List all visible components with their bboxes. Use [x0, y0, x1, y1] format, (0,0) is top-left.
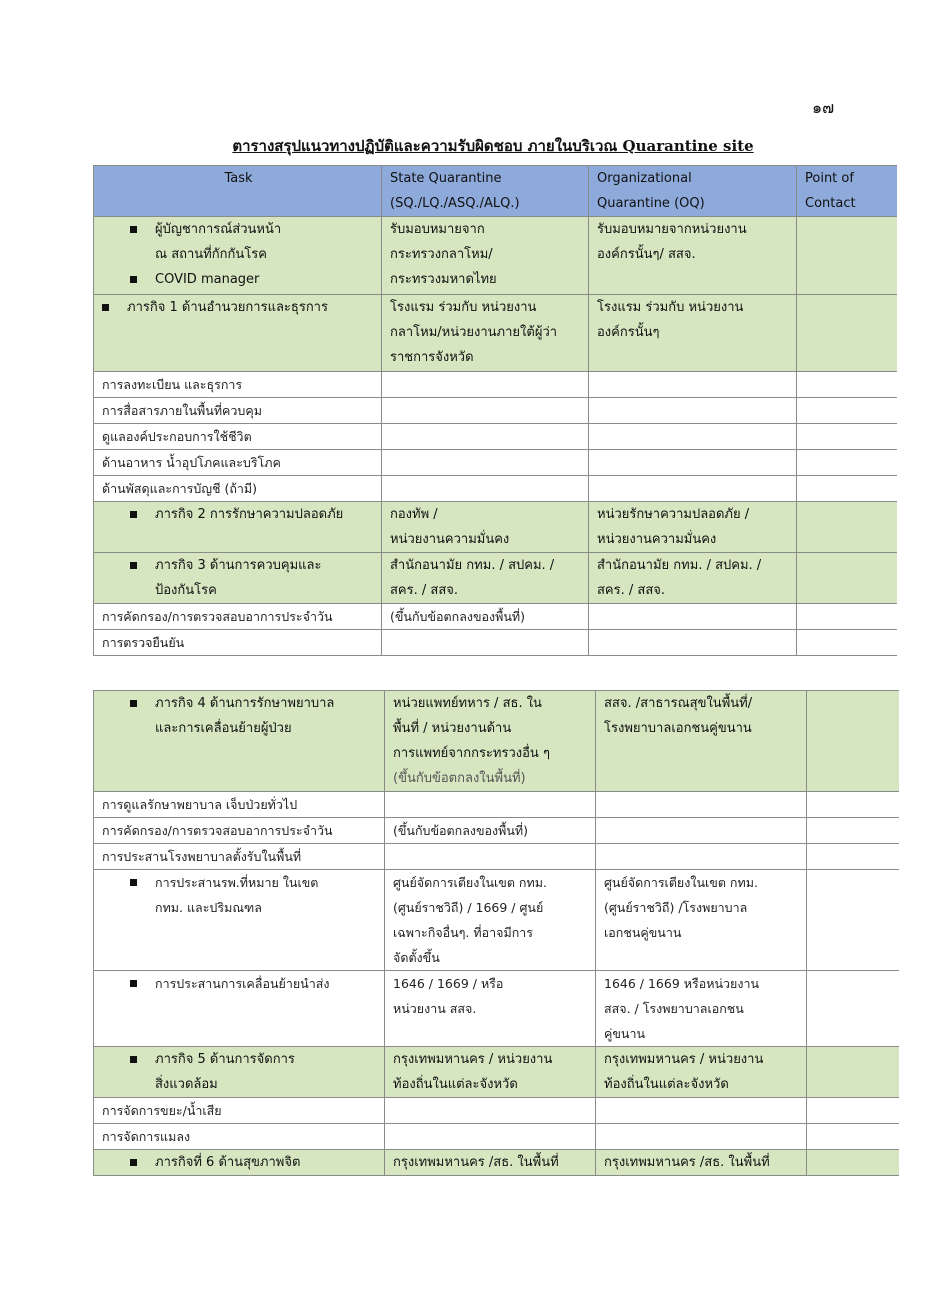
table-row	[94, 844, 899, 870]
sq-cell: ศูนย์จัดการเตียงในเขต กทม. (ศูนย์ราชวิถี) / 1669 / ศูนย์ เฉพาะกิจอื่นๆ. ที่อาจมีการ จัดตั้งขึ้น	[385, 870, 596, 971]
task-cell: ภารกิจ 1 ด้านอำนวยการและธุรการ	[94, 295, 382, 372]
subtask-cell: การคัดกรอง/การตรวจสอบอาการประจำวัน	[94, 604, 382, 630]
oq-cell: ศูนย์จัดการเตียงในเขต กทม. (ศูนย์ราชวิถี) /โรงพยาบาล เอกชนคู่ขนาน	[596, 870, 807, 971]
task-cell: ภารกิจ 5 ด้านการจัดการ สิ่งแวดล้อม	[94, 1047, 385, 1098]
table-row	[94, 1124, 899, 1150]
table-row	[94, 217, 897, 295]
subtask-cell: การตรวจยืนยัน	[94, 630, 382, 656]
sq-cell: กรุงเทพมหานคร / หน่วยงาน ท้องถิ่นในแต่ละจังหวัด	[385, 1047, 596, 1098]
bullet-icon	[130, 700, 137, 707]
task-cell: การประสานการเคลื่อนย้ายนำส่ง	[94, 971, 385, 1047]
poc-cell	[797, 502, 897, 553]
table-row	[94, 971, 899, 1047]
responsibility-table-part-1	[93, 165, 897, 656]
task-cell: ภารกิจ 3 ด้านการควบคุมและ ป้องกันโรค	[94, 553, 382, 604]
sq-cell: กองทัพ / หน่วยงานความมั่นคง	[382, 502, 589, 553]
poc-cell	[807, 1047, 899, 1098]
bullet-icon	[130, 562, 137, 569]
bullet-icon	[130, 1159, 137, 1166]
header-state-quarantine: State Quarantine (SQ./LQ./ASQ./ALQ.)	[382, 166, 589, 217]
table-row	[94, 870, 899, 971]
poc-cell	[807, 1150, 899, 1176]
table-row	[94, 450, 897, 476]
bullet-icon	[130, 980, 137, 987]
table-row	[94, 1150, 899, 1176]
table-row	[94, 604, 897, 630]
oq-cell: โรงแรม ร่วมกับ หน่วยงาน องค์กรนั้นๆ	[589, 295, 797, 372]
task-cell: การประสานรพ.ที่หมาย ในเขต กทม. และปริมณฑล	[94, 870, 385, 971]
subtask-cell: การลงทะเบียน และธุรการ	[94, 372, 382, 398]
oq-cell: สำนักอนามัย กทม. / สปคม. / สคร. / สสจ.	[589, 553, 797, 604]
bullet-icon	[130, 226, 137, 233]
sq-cell: กรุงเทพมหานคร /สธ. ในพื้นที่	[385, 1150, 596, 1176]
responsibility-table-part-2	[93, 690, 899, 1176]
table-row	[94, 1098, 899, 1124]
poc-cell	[807, 971, 899, 1047]
task-cell: ผู้บัญชาการณ์ส่วนหน้า ณ สถานที่กักกันโรค COVID manager	[94, 217, 382, 295]
sq-cell: (ขึ้นกับข้อตกลงของพื้นที่)	[385, 818, 596, 844]
task-cell: ภารกิจที่ 6 ด้านสุขภาพจิต	[94, 1150, 385, 1176]
subtask-cell: การคัดกรอง/การตรวจสอบอาการประจำวัน	[94, 818, 385, 844]
bullet-icon	[130, 879, 137, 886]
table-row	[94, 818, 899, 844]
sq-cell: โรงแรม ร่วมกับ หน่วยงาน กลาโหม/หน่วยงานภายใต้ผู้ว่า ราชการจังหวัด	[382, 295, 589, 372]
sq-cell: 1646 / 1669 / หรือ หน่วยงาน สสจ.	[385, 971, 596, 1047]
header-task: Task	[94, 166, 382, 217]
table-row	[94, 553, 897, 604]
table-row	[94, 691, 899, 792]
table-row	[94, 295, 897, 372]
bullet-icon	[130, 511, 137, 518]
sq-cell	[385, 844, 596, 870]
sq-cell	[382, 630, 589, 656]
subtask-cell: การสื่อสารภายในพื้นที่ควบคุม	[94, 398, 382, 424]
header-organizational-quarantine: Organizational Quarantine (OQ)	[589, 166, 797, 217]
table-row	[94, 476, 897, 502]
task-cell: ภารกิจ 2 การรักษาความปลอดภัย	[94, 502, 382, 553]
sq-cell: (ขึ้นกับข้อตกลงของพื้นที่)	[382, 604, 589, 630]
header-row	[94, 166, 897, 217]
subtask-cell: ด้านพัสดุและการบัญชี (ถ้ามี)	[94, 476, 382, 502]
table-row	[94, 424, 897, 450]
oq-cell: กรุงเทพมหานคร / หน่วยงาน ท้องถิ่นในแต่ละจังหวัด	[596, 1047, 807, 1098]
poc-cell	[807, 691, 899, 792]
header-point-of-contact: Point of Contact	[797, 166, 897, 217]
poc-cell	[807, 870, 899, 971]
bullet-icon	[130, 1056, 137, 1063]
page-number: ๑๗	[812, 98, 835, 117]
table-row	[94, 1047, 899, 1098]
table-row	[94, 502, 897, 553]
poc-cell	[797, 295, 897, 372]
oq-cell: 1646 / 1669 หรือหน่วยงาน สสจ. / โรงพยาบาลเอกชน คู่ขนาน	[596, 971, 807, 1047]
document-title: ตารางสรุปแนวทางปฏิบัติและความรับผิดชอบ ภายในบริเวณ Quarantine site	[232, 137, 754, 155]
oq-cell: กรุงเทพมหานคร /สธ. ในพื้นที่	[596, 1150, 807, 1176]
task-cell: ภารกิจ 4 ด้านการรักษาพยาบาล และการเคลื่อนย้ายผู้ป่วย	[94, 691, 385, 792]
bullet-icon	[130, 276, 137, 283]
oq-cell: สสจ. /สาธารณสุขในพื้นที่/ โรงพยาบาลเอกชนคู่ขนาน	[596, 691, 807, 792]
subtask-cell: การจัดการแมลง	[94, 1124, 385, 1150]
table-row	[94, 372, 897, 398]
table-row	[94, 630, 897, 656]
subtask-cell: การจัดการขยะ/น้ำเสีย	[94, 1098, 385, 1124]
subtask-cell: ดูแลองค์ประกอบการใช้ชีวิต	[94, 424, 382, 450]
oq-cell: รับมอบหมายจากหน่วยงาน องค์กรนั้นๆ/ สสจ.	[589, 217, 797, 295]
subtask-cell: การดูแลรักษาพยาบาล เจ็บป่วยทั่วไป	[94, 792, 385, 818]
bullet-icon	[102, 304, 109, 311]
sq-cell: รับมอบหมายจาก กระทรวงกลาโหม/ กระทรวงมหาดไทย	[382, 217, 589, 295]
sq-cell	[385, 792, 596, 818]
subtask-cell: ด้านอาหาร น้ำอุปโภคและบริโภค	[94, 450, 382, 476]
oq-cell: หน่วยรักษาความปลอดภัย / หน่วยงานความมั่นคง	[589, 502, 797, 553]
sq-cell: สำนักอนามัย กทม. / สปคม. / สคร. / สสจ.	[382, 553, 589, 604]
poc-cell	[797, 217, 897, 295]
table-row	[94, 792, 899, 818]
subtask-cell: การประสานโรงพยาบาลตั้งรับในพื้นที่	[94, 844, 385, 870]
sq-cell: หน่วยแพทย์ทหาร / สธ. ใน พื้นที่ / หน่วยงานด้าน การแพทย์จากกระทรวงอื่น ๆ (ขึ้นกับข้อตกลงในพื้นที่)	[385, 691, 596, 792]
poc-cell	[797, 553, 897, 604]
table-row	[94, 398, 897, 424]
